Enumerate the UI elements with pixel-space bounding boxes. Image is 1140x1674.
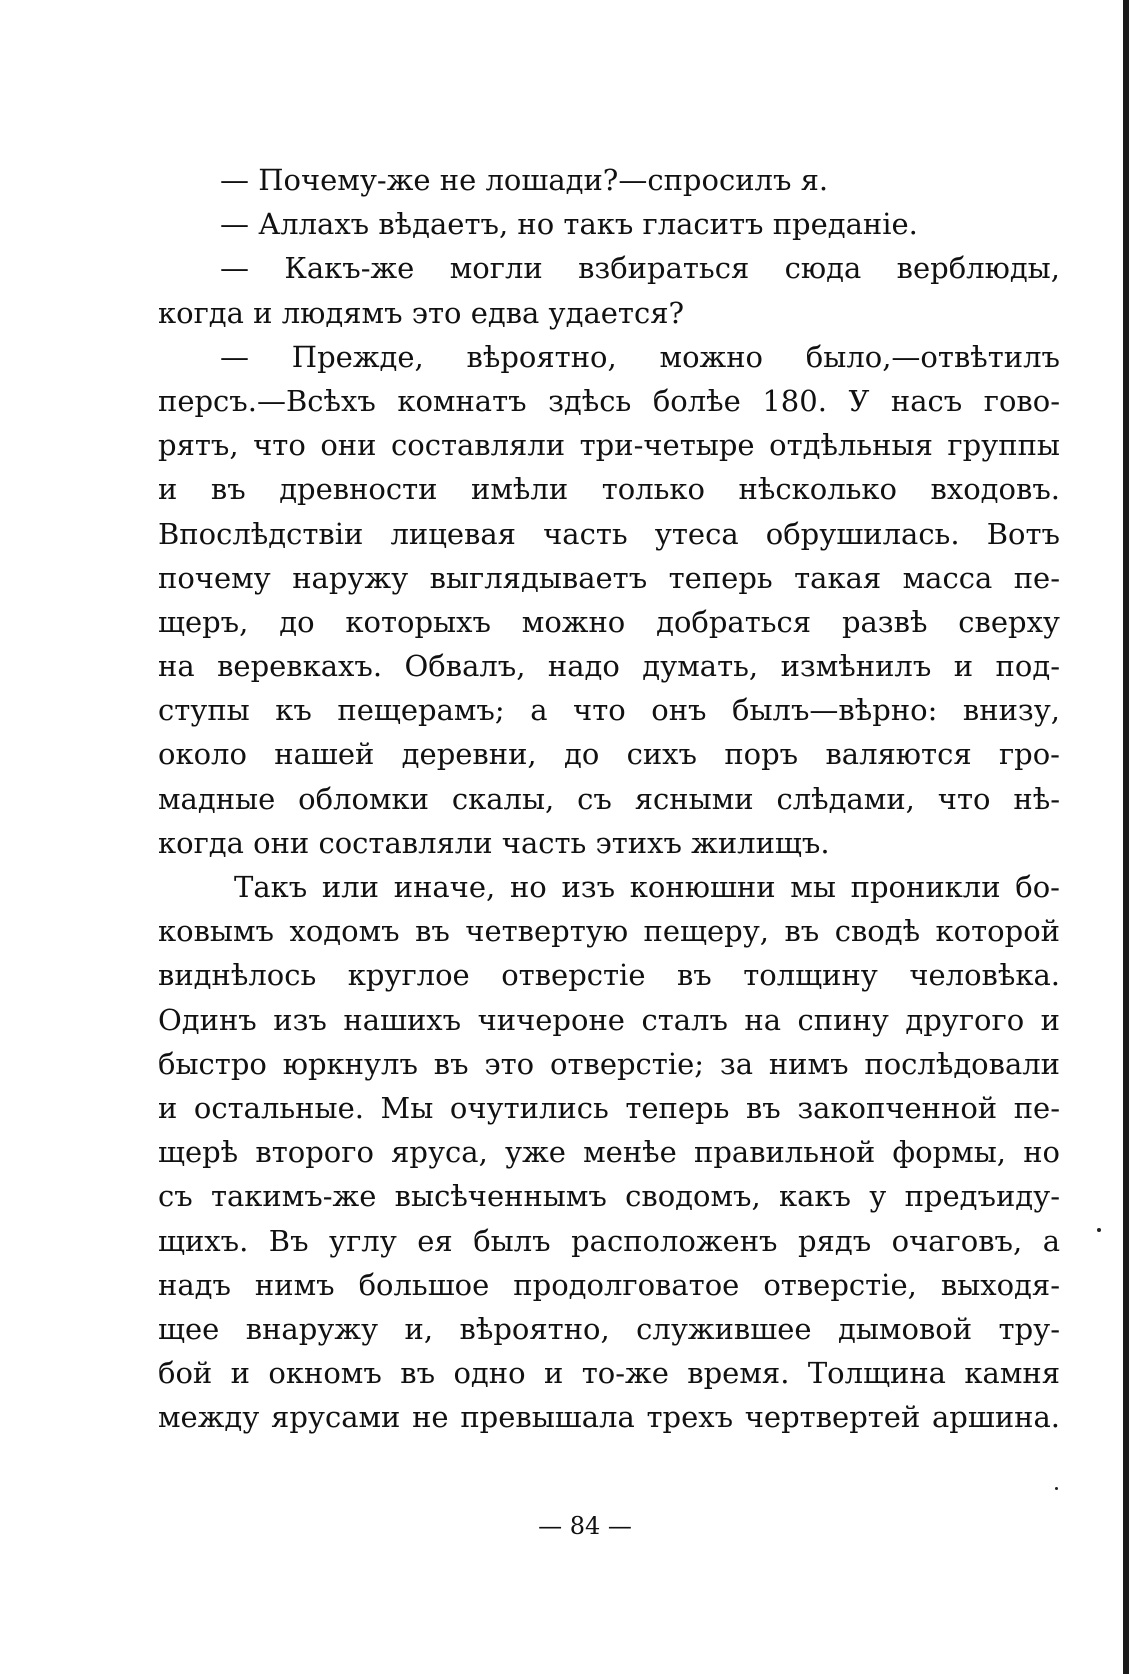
text-line: быстро юркнулъ въ это отверстіе; за нимъ послѣдовали — [158, 1046, 1060, 1081]
text-line: рятъ, что они составляли три-четыре отдѣльныя группы — [158, 428, 1060, 463]
page-text — [158, 158, 1060, 1439]
text-line: Одинъ изъ нашихъ чичероне сталъ на спину другого и — [158, 1002, 1060, 1037]
text-line: — Прежде, вѣроятно, можно было,—отвѣтилъ — [220, 339, 1060, 374]
text-line: около нашей деревни, до сихъ поръ валяются гро- — [158, 737, 1060, 772]
text-line: Такъ или иначе, но изъ конюшни мы проникли бо- — [234, 870, 1060, 904]
page-edge-line — [1123, 0, 1129, 1674]
text-line: щее внаружу и, вѣроятно, служившее дымовой тру- — [158, 1311, 1060, 1346]
text-line: щеръ, до которыхъ можно добраться развѣ сверху — [158, 604, 1060, 639]
text-line: персъ.—Всѣхъ комнатъ здѣсь болѣе 180. У насъ гово- — [158, 383, 1060, 418]
text-line: — Какъ-же могли взбираться сюда верблюды, — [220, 251, 1060, 286]
page-number: — 84 — — [538, 1512, 632, 1540]
text-line: ковымъ ходомъ въ четвертую пещеру, въ сводѣ которой — [158, 914, 1060, 949]
text-line: почему наружу выглядываетъ теперь такая масса пе- — [158, 560, 1060, 595]
scan-speck — [1055, 1487, 1058, 1490]
text-line: — Аллахъ вѣдаетъ, но такъ гласитъ преданіе. — [220, 207, 918, 242]
text-line: надъ нимъ большое продолговатое отверстіе, выходя- — [158, 1267, 1060, 1302]
text-line: и остальные. Мы очутились теперь въ закопченной пе- — [158, 1090, 1060, 1125]
text-line: и въ древности имѣли только нѣсколько входовъ. — [158, 472, 1060, 507]
text-line: бой и окномъ въ одно и то-же время. Толщина камня — [158, 1356, 1060, 1391]
text-line: Впослѣдствіи лицевая часть утеса обрушилась. Вотъ — [158, 516, 1060, 551]
text-line: виднѣлось круглое отверстіе въ толщину человѣка. — [158, 958, 1060, 993]
text-line: на веревкахъ. Обвалъ, надо думать, измѣнилъ и под- — [158, 649, 1060, 684]
text-line: мадные обломки скалы, съ ясными слѣдами, что нѣ- — [158, 781, 1060, 816]
text-line: съ такимъ-же высѣченнымъ сводомъ, какъ у предъиду- — [158, 1179, 1060, 1214]
text-line: между ярусами не превышала трехъ чертвертей аршина. — [158, 1400, 1060, 1435]
text-line: щерѣ второго яруса, уже менѣе правильной формы, но — [158, 1135, 1060, 1170]
text-line: — Почему-же не лошади?—спросилъ я. — [220, 163, 829, 197]
text-line: когда и людямъ это едва удается? — [158, 295, 685, 330]
scan-speck — [1097, 1228, 1101, 1232]
text-line: когда они составляли часть этихъ жилищъ. — [158, 825, 830, 860]
text-line: щихъ. Въ углу ея былъ расположенъ рядъ очаговъ, а — [158, 1223, 1060, 1258]
text-line: ступы къ пещерамъ; а что онъ былъ—вѣрно: внизу, — [158, 693, 1060, 728]
